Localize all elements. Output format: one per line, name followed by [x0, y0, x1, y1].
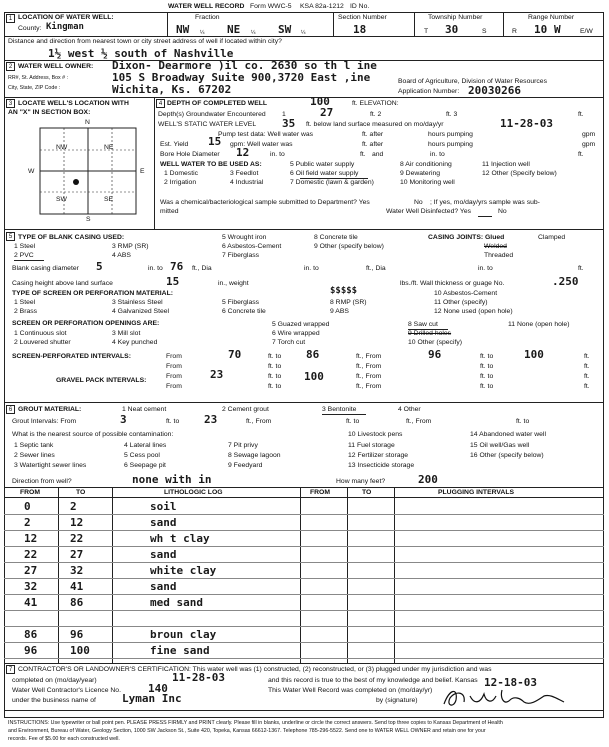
- location-label: LOCATION OF WATER WELL:: [18, 14, 114, 21]
- screen-to-value: 86: [306, 348, 320, 361]
- static-level-value: 35: [282, 117, 296, 130]
- rr-label: RR#, St. Address, Box # :: [8, 75, 69, 81]
- screen-type-label: TYPE OF SCREEN OR PERFORATION MATERIAL:: [12, 290, 173, 297]
- form-number: Form WWC-5: [250, 3, 292, 10]
- source-15[interactable]: 15 Oil well/Gas well: [470, 442, 530, 449]
- depth-value: 100: [310, 95, 330, 108]
- city-label: City, State, ZIP Code :: [8, 85, 61, 91]
- section-7-number: 7: [6, 665, 15, 674]
- signature: [440, 686, 570, 710]
- source-1[interactable]: 1 Septic tank: [14, 442, 54, 449]
- source-14[interactable]: 14 Abandoned water well: [470, 431, 546, 438]
- source-8[interactable]: 8 Sewage lagoon: [228, 452, 281, 459]
- range-direction: W: [554, 23, 561, 36]
- log-from-cell: 22: [24, 548, 38, 561]
- owner-value: Dixon- Dearmore )il co. 2630 so th l ine: [112, 59, 377, 72]
- source-13[interactable]: 13 Insecticide storage: [348, 462, 415, 469]
- form-title: WATER WELL RECORD: [168, 3, 245, 10]
- log-description-cell: sand: [150, 516, 177, 529]
- gravel-from-value: 23: [210, 368, 224, 381]
- opening-3[interactable]: 3 Mill slot: [112, 330, 141, 337]
- casing-1[interactable]: 1 Steel: [14, 243, 36, 250]
- log-from-cell: 96: [24, 644, 38, 657]
- opening-6[interactable]: 6 Wire wrapped: [272, 330, 320, 337]
- static-level-label: WELL'S STATIC WATER LEVEL: [158, 121, 257, 128]
- screen-intervals-label: SCREEN-PERFORATED INTERVALS:: [12, 353, 131, 360]
- screen-1[interactable]: 1 Steel: [14, 299, 36, 306]
- section-5-number: 5: [6, 232, 15, 241]
- log-to-cell: 22: [70, 532, 84, 545]
- completed-label: completed on (mo/day/year): [12, 677, 97, 684]
- log-header-to-2: TO: [362, 489, 372, 496]
- fraction-1: NW: [176, 23, 190, 36]
- section-box[interactable]: [30, 126, 146, 222]
- screen-from-value: 70: [228, 348, 242, 361]
- table-row: [0, 596, 609, 612]
- locate-subtitle: AN "X" IN SECTION BOX:: [8, 109, 91, 116]
- grout-2[interactable]: 2 Cement grout: [222, 406, 269, 413]
- quadrant-ne: NE: [104, 144, 114, 151]
- casing-8[interactable]: 8 Concrete tile: [314, 234, 358, 241]
- table-row: [0, 580, 609, 596]
- bore-value: 12: [236, 146, 250, 159]
- screen-8[interactable]: 8 RMP (SR): [330, 299, 367, 306]
- use-6[interactable]: 6 Oil field water supply: [290, 170, 359, 177]
- opening-2[interactable]: 2 Louvered shutter: [14, 339, 71, 346]
- casing-height-label: Casing height above land surface: [12, 280, 113, 287]
- source-10[interactable]: 10 Livestock pens: [348, 431, 403, 438]
- log-from-cell: 12: [24, 532, 38, 545]
- pump-test-label: Pump test data: Well water was: [218, 131, 314, 138]
- use-label: WELL WATER TO BE USED AS:: [160, 161, 262, 168]
- blank-diameter-label: Blank casing diameter: [12, 265, 79, 272]
- direction-label: Direction from well?: [12, 478, 72, 485]
- wall-thickness-value: .250: [552, 275, 579, 288]
- section-2-number: 2: [6, 62, 15, 71]
- use-11[interactable]: 11 Injection well: [482, 161, 530, 168]
- depth-label: DEPTH OF COMPLETED WELL: [167, 100, 268, 107]
- log-description-cell: med sand: [150, 596, 203, 609]
- section-number-value: 18: [353, 23, 367, 36]
- yield-label: Est. Yield: [160, 141, 189, 148]
- completed-value: 11-28-03: [172, 671, 225, 684]
- blank-diameter-value: 5: [96, 260, 103, 273]
- table-row: [0, 548, 609, 564]
- casing-9[interactable]: 9 Other (specify below): [314, 243, 384, 250]
- grout-label: GROUT MATERIAL:: [18, 406, 82, 413]
- screen-to2-value: 100: [524, 348, 544, 361]
- table-row: [0, 500, 609, 516]
- instructions-line-2: and Environment, Bureau of Water, Geology Section, 1000 SW Jackson St., Suite 420, Topeka, Kansas 66612-1367. Telephone 785-296-5522. Send one to WATER WELL OWNER and retain one for your: [8, 728, 486, 734]
- grout-to-value: 23: [204, 413, 218, 426]
- log-to-cell: 2: [70, 500, 77, 513]
- compass-w: W: [28, 168, 35, 175]
- source-16[interactable]: 16 Other (specify below): [470, 452, 544, 459]
- screen-12[interactable]: 12 None used (open hole): [434, 308, 513, 315]
- casing-7[interactable]: 7 Fiberglass: [222, 252, 260, 259]
- yield-value: 15: [208, 135, 222, 148]
- log-description-cell: wh t clay: [150, 532, 210, 545]
- fraction-label: Fraction: [195, 14, 220, 21]
- source-7[interactable]: 7 Pit privy: [228, 442, 258, 449]
- casing-5[interactable]: 5 Wrought iron: [222, 234, 267, 241]
- screen-11[interactable]: 11 Other (specify): [434, 299, 488, 306]
- gravel-intervals-label: GRAVEL PACK INTERVALS:: [56, 377, 147, 384]
- opening-11[interactable]: 11 None (open hole): [508, 321, 570, 328]
- license-value: 140: [148, 682, 168, 695]
- use-7[interactable]: 7 Domestic (lawn & garden): [290, 179, 374, 186]
- quadrant-nw: NW: [56, 144, 68, 151]
- grout-3[interactable]: 3 Bentonite: [322, 406, 357, 413]
- grout-from-value: 3: [120, 413, 127, 426]
- table-row: [0, 532, 609, 548]
- log-header-from: FROM: [20, 489, 41, 496]
- openings-label: SCREEN OR PERFORATION OPENINGS ARE:: [12, 320, 160, 327]
- log-to-cell: 41: [70, 580, 84, 593]
- business-label: under the business name of: [12, 697, 96, 704]
- use-9[interactable]: 9 Dewatering: [400, 170, 441, 177]
- city-value: Wichita, Ks. 67202: [112, 83, 232, 96]
- opening-4[interactable]: 4 Key punched: [112, 339, 158, 346]
- table-row: [0, 612, 609, 628]
- use-1[interactable]: 1 Domestic: [164, 170, 198, 177]
- gravel-to-value: 100: [304, 370, 324, 383]
- source-9[interactable]: 9 Feedyard: [228, 462, 263, 469]
- log-header-lithologic: LITHOLOGIC LOG: [164, 489, 223, 496]
- opening-5[interactable]: 5 Guazed wrapped: [272, 321, 330, 328]
- use-8[interactable]: 8 Air conditioning: [400, 161, 452, 168]
- compass-e: E: [140, 168, 145, 175]
- source-3[interactable]: 3 Watertight sewer lines: [14, 462, 87, 469]
- application-label: Application Number:: [398, 88, 460, 95]
- section-number-label: Section Number: [338, 14, 387, 21]
- log-description-cell: sand: [150, 548, 177, 561]
- opening-8[interactable]: 8 Saw cut: [408, 321, 438, 328]
- screen-2[interactable]: 2 Brass: [14, 308, 38, 315]
- well-location-marker: [73, 179, 79, 185]
- opening-9[interactable]: 9 Drilled holes: [408, 330, 452, 337]
- opening-7[interactable]: 7 Torch cut: [272, 339, 306, 346]
- range-value: 10: [534, 23, 548, 36]
- casing-4[interactable]: 4 ABS: [112, 252, 131, 259]
- chem-sample-label: Was a chemical/bacteriological sample submitted to Department? Yes: [160, 199, 370, 206]
- how-many-feet-value: 200: [418, 473, 438, 486]
- log-to-cell: 96: [70, 628, 84, 641]
- log-to-cell: 86: [70, 596, 84, 609]
- table-row: [0, 628, 609, 644]
- screen-from2-value: 96: [428, 348, 442, 361]
- static-level-date: 11-28-03: [500, 117, 553, 130]
- distance-label: Distance and direction from nearest town or city street address of well if located within city?: [8, 38, 282, 45]
- screen-3[interactable]: 3 Stainless Steel: [112, 299, 163, 306]
- grout-4[interactable]: 4 Other: [398, 406, 421, 413]
- log-to-cell: 100: [70, 644, 90, 657]
- log-to-cell: 27: [70, 548, 84, 561]
- screen-9[interactable]: 9 ABS: [330, 308, 349, 315]
- log-from-cell: 2: [24, 516, 31, 529]
- board-label: Board of Agriculture, Division of Water Resources: [398, 78, 547, 85]
- compass-s: S: [86, 216, 91, 223]
- groundwater-label: Depth(s) Groundwater Encountered: [158, 111, 266, 118]
- instructions-line-3: records. Fee of $5.00 for each constructed well.: [8, 736, 120, 742]
- log-to-cell: 12: [70, 516, 84, 529]
- log-description-cell: broun clay: [150, 628, 217, 641]
- section-1-number: 1: [6, 14, 15, 23]
- section-3-number: 3: [6, 99, 15, 108]
- contamination-label: What is the nearest source of possible contamination:: [12, 431, 174, 438]
- how-many-feet-label: How many feet?: [336, 478, 386, 485]
- source-2[interactable]: 2 Sewer lines: [14, 452, 55, 459]
- use-12[interactable]: 12 Other (Specify below): [482, 170, 557, 177]
- license-label: Water Well Contractor's Licence No.: [12, 687, 121, 694]
- county-value: Kingman: [46, 22, 84, 32]
- table-row: [0, 564, 609, 580]
- disinfected-label: Water Well Disinfected? Yes: [386, 208, 472, 215]
- casing-label: TYPE OF BLANK CASING USED:: [18, 234, 125, 241]
- compass-n: N: [85, 119, 90, 126]
- screen-6[interactable]: 6 Concrete tile: [222, 308, 266, 315]
- source-12[interactable]: 12 Fertilizer storage: [348, 452, 409, 459]
- screen-pvc-scribble: $$$$$: [330, 286, 358, 296]
- township-label: Township Number: [428, 14, 483, 21]
- certification-label: CONTRACTOR'S OR LANDOWNER'S CERTIFICATION: This water well was (1) constructed, (2) reconstructed, or (3) plugged under my jurisdiction and was: [18, 666, 492, 673]
- fraction-3: SW: [278, 23, 292, 36]
- distance-value: 1½ west ½ south of Nashville: [48, 47, 234, 60]
- log-from-cell: 27: [24, 564, 38, 577]
- log-from-cell: 0: [24, 500, 31, 513]
- casing-2[interactable]: 2 PVC: [14, 252, 34, 259]
- quadrant-se: SE: [104, 196, 114, 203]
- township-value: 30: [445, 23, 459, 36]
- use-5[interactable]: 5 Public water supply: [290, 161, 355, 168]
- ksa-reference: KSA 82a-1212: [300, 3, 344, 10]
- section-4-number: 4: [156, 99, 165, 108]
- log-description-cell: white clay: [150, 564, 217, 577]
- address-value: 105 S Broadway Suite 900,3720 East ,ine: [112, 71, 371, 84]
- screen-10[interactable]: 10 Asbestos-Cement: [434, 290, 498, 297]
- log-from-cell: 41: [24, 596, 38, 609]
- log-from-cell: 86: [24, 628, 38, 641]
- record-date-value: 12-18-03: [484, 676, 537, 689]
- id-number-label: ID No.: [350, 3, 370, 10]
- casing-height-value: 15: [166, 275, 180, 288]
- source-4[interactable]: 4 Lateral lines: [124, 442, 167, 449]
- opening-1[interactable]: 1 Continuous slot: [14, 330, 67, 337]
- source-11[interactable]: 11 Fuel storage: [348, 442, 395, 449]
- range-label: Range Number: [528, 14, 575, 21]
- grout-1[interactable]: 1 Neat cement: [122, 406, 167, 413]
- bore-label: Bore Hole Diameter: [160, 151, 220, 158]
- instructions-line-1: INSTRUCTIONS: Use typewriter or ball point pen. PLEASE PRESS FIRMLY and PRINT clearly. Please fill in blanks, underline or circle the correct answers. Send top three copies to Kansas Department of Health: [8, 720, 503, 726]
- groundwater-value: 27: [320, 106, 334, 119]
- direction-value: none with in: [132, 473, 212, 486]
- casing-3[interactable]: 3 RMP (SR): [112, 243, 149, 250]
- opening-10[interactable]: 10 Other (specify): [408, 339, 463, 346]
- log-header-plugging: PLUGGING INTERVALS: [438, 489, 515, 496]
- casing-joints-label: CASING JOINTS: Glued: [428, 234, 505, 241]
- business-value: Lyman Inc: [122, 692, 182, 705]
- use-2[interactable]: 2 Irrigation: [164, 179, 197, 186]
- log-from-cell: 32: [24, 580, 38, 593]
- table-row: [0, 644, 609, 660]
- casing-6[interactable]: 6 Asbestos-Cement: [222, 243, 282, 250]
- screen-5[interactable]: 5 Fiberglass: [222, 299, 260, 306]
- grout-intervals-label: Grout Intervals: From: [12, 418, 77, 425]
- section-6-number: 6: [6, 405, 15, 414]
- log-description-cell: sand: [150, 580, 177, 593]
- owner-label: WATER WELL OWNER:: [18, 63, 94, 70]
- quadrant-sw: SW: [56, 196, 67, 203]
- source-5[interactable]: 5 Cess pool: [124, 452, 160, 459]
- log-description-cell: fine sand: [150, 644, 210, 657]
- table-row: [0, 516, 609, 532]
- use-4[interactable]: 4 Industrial: [230, 179, 264, 186]
- use-3[interactable]: 3 Feedlot: [230, 170, 259, 177]
- log-to-cell: 32: [70, 564, 84, 577]
- signature-label: by (signature): [376, 697, 418, 704]
- screen-4[interactable]: 4 Galvanized Steel: [112, 308, 170, 315]
- use-10[interactable]: 10 Monitoring well: [400, 179, 455, 186]
- fraction-2: NE: [227, 23, 241, 36]
- locate-title: LOCATE WELL'S LOCATION WITH: [18, 100, 129, 107]
- log-description-cell: soil: [150, 500, 177, 513]
- log-header-to: TO: [76, 489, 86, 496]
- log-header-from-2: FROM: [310, 489, 331, 496]
- application-value: 20030266: [468, 84, 521, 97]
- source-6[interactable]: 6 Seepage pit: [124, 462, 166, 469]
- section-grid: [30, 126, 146, 222]
- county-label: County:: [18, 25, 42, 32]
- blank-depth-value: 76: [170, 260, 184, 273]
